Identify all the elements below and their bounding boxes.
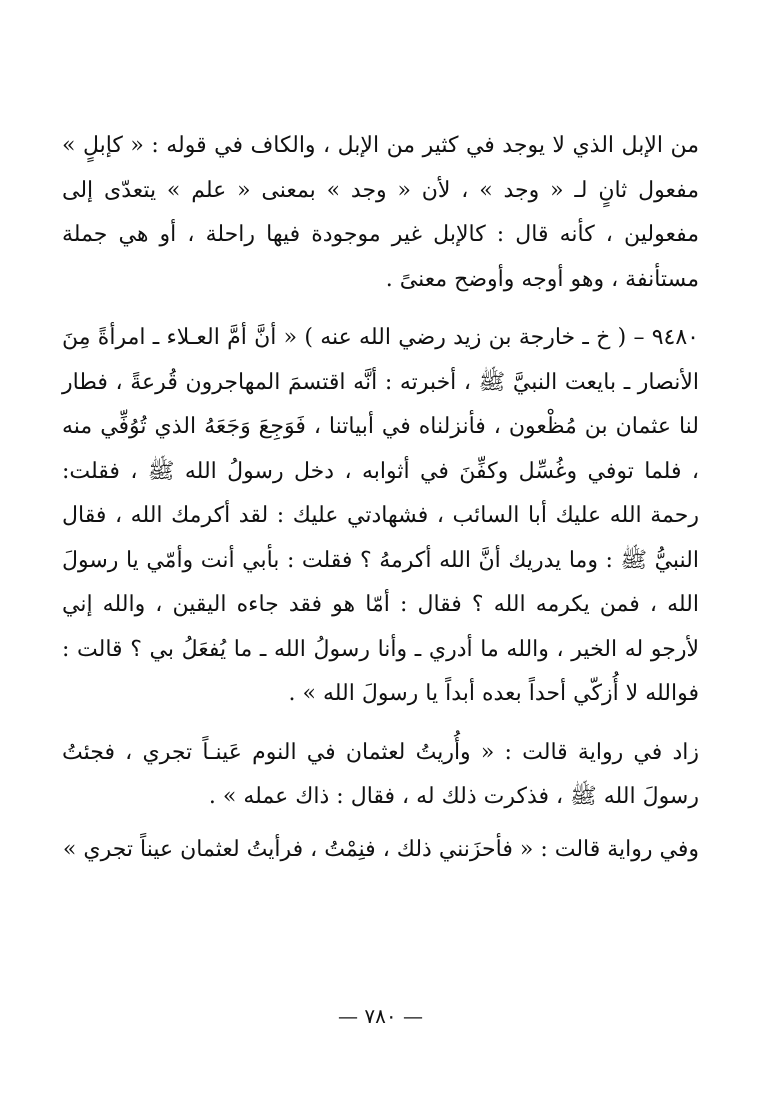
page-number: — ٧٨٠ — [338, 1004, 423, 1028]
paragraph-hadith-9480: ٩٤٨٠ – ( خ ـ خارجة بن زيد رضي الله عنه ) « أنَّ أمَّ العـلاء ـ امرأةً مِنَ الأنصار ـ بايعت النبيَّ ﷺ ، أخبرته : أنَّه اقتسمَ المهاجرون قُرعةً ، فطار لنا عثمان بن مُظْعون ، فأنزلناه في أبياتنا ، فَوَجِعَ وَجَعَهُ الذي تُوُفِّي منه ، فلما توفي وغُسِّل وكفِّنَ في أثوابه ، دخل رسولُ الله ﷺ ، فقلت: رحمة الله عليك أبا السائب ، فشهادتي عليك : لقد أكرمك الله ، فقال النبيُّ ﷺ : وما يدريك أنَّ الله أكرمهُ ؟ فقلت : بأبي أنت وأمّي يا رسولَ الله ، فمن يكرمه الله ؟ فقال : أمّا هو فقد جاءه اليقين ، والله إني لأرجو له الخير ، والله ما أدري ـ وأنا رسولُ الله ـ ما يُفعَلُ بي ؟ قالت : فوالله لا أُزكّي أحداً بعده أبداً يا رسولَ الله » . [62, 325, 700, 706]
paragraph-narration-variant: وفي رواية قالت : « فأحزَنني ذلك ، فنِمْتُ ، فرأيتُ لعثمان عيناً تجري » [62, 836, 699, 862]
paragraph-commentary: من الإبل الذي لا يوجد في كثير من الإبل ، والكاف في قوله : « كإبلٍ » مفعول ثانٍ لـ « وجد » ، لأن « وجد » بمعنى « علم » يتعدّى إلى مفعولين ، كأنه قال : كالإبل غير موجودة فيها راحلة ، أو هي جملة مستأنفة ، وهو أوجه وأوضح معنىً . [62, 133, 699, 292]
paragraph-narration-addition: زاد في رواية قالت : « وأُريتُ لعثمان في النوم عَينـاً تجري ، فجئتُ رسولَ الله ﷺ ، فذكرت ذلك له ، فقال : ذاك عمله » . [62, 739, 699, 809]
